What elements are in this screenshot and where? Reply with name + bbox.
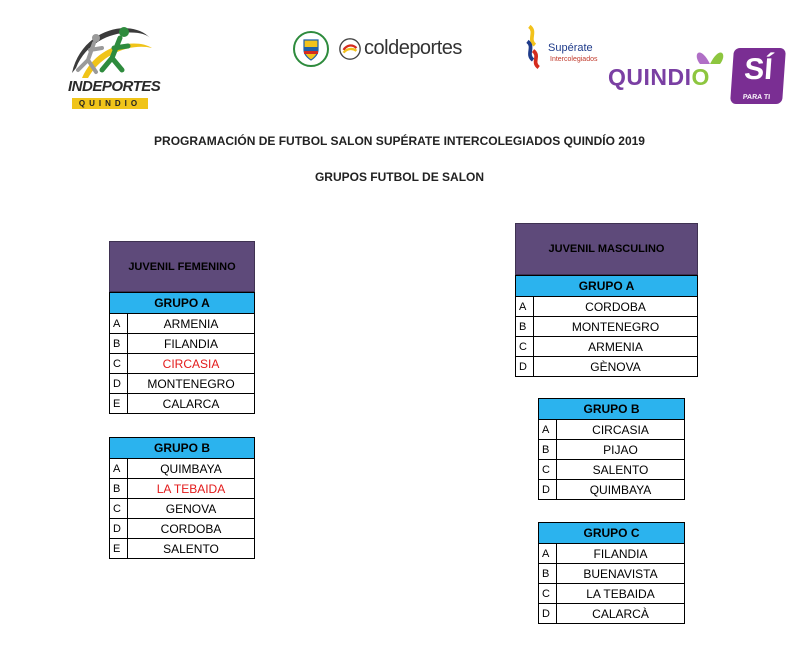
row-letter: C [110,499,128,519]
table-row [539,584,685,604]
group-title: GRUPO A [110,293,255,314]
team-name: MONTENEGRO [128,374,255,394]
row-letter: D [539,604,557,624]
indeportes-logo [58,18,161,110]
group-title: GRUPO B [539,399,685,420]
quindio-wordmark: QUINDIO [608,64,710,90]
si-badge [730,48,786,104]
row-letter: C [110,354,128,374]
table-row [539,440,685,460]
row-letter: A [539,544,557,564]
row-letter: E [110,394,128,414]
superate-subtitle: Intercolegiados [550,56,598,63]
indeportes-wordmark: INDEPORTES [68,78,161,95]
table-row [516,297,698,317]
team-name: CALARCA [128,394,255,414]
coldeportes-emblem-icon [338,37,362,61]
table-row [110,499,255,519]
table-row [110,374,255,394]
row-letter: C [539,584,557,604]
group-title: GRUPO C [539,523,685,544]
page-title: PROGRAMACIÓN DE FUTBOL SALON SUPÉRATE INTERCOLEGIADOS QUINDÍO 2019 [154,134,645,148]
group-title: GRUPO A [516,276,698,297]
table-row [110,354,255,374]
femenino-group-a-table [109,292,255,414]
category-juvenil-masculino: JUVENIL MASCULINO [515,223,698,275]
table-row [516,317,698,337]
row-letter: B [539,440,557,460]
row-letter: A [110,314,128,334]
team-name: CIRCASIA [557,420,685,440]
table-row [539,564,685,584]
table-row [539,480,685,500]
indeportes-subtitle: QUINDIO [72,98,148,109]
table-row [110,519,255,539]
table-row [516,357,698,377]
team-name: FILANDIA [128,334,255,354]
row-letter: A [110,459,128,479]
row-letter: A [516,297,534,317]
team-name: MONTENEGRO [534,317,698,337]
row-letter: B [110,334,128,354]
row-letter: D [110,519,128,539]
team-name: CORDOBA [128,519,255,539]
team-name: QUIMBAYA [128,459,255,479]
team-name: SALENTO [557,460,685,480]
team-name: FILANDIA [557,544,685,564]
table-row [110,314,255,334]
table-row [539,460,685,480]
team-name: CALARCÀ [557,604,685,624]
femenino-group-b-table [109,437,255,559]
table-row [110,539,255,559]
coldeportes-wordmark: coldeportes [364,37,462,59]
colombia-shield-logo [292,30,330,68]
row-letter: B [110,479,128,499]
si-badge-text: SÍ [743,53,774,86]
team-name: BUENAVISTA [557,564,685,584]
masculino-group-a-table [515,275,698,377]
superate-wordmark: Supérate [548,42,593,54]
row-letter: C [516,337,534,357]
team-name: ARMENIA [128,314,255,334]
quindio-si-logo [608,42,788,110]
team-name: GENOVA [128,499,255,519]
team-name: QUIMBAYA [557,480,685,500]
table-row [539,544,685,564]
row-letter: D [516,357,534,377]
table-row [539,420,685,440]
table-row [110,334,255,354]
row-letter: A [539,420,557,440]
table-row [110,479,255,499]
row-letter: D [539,480,557,500]
category-juvenil-femenino: JUVENIL FEMENINO [109,241,255,292]
superate-logo [520,22,610,72]
page-subtitle: GRUPOS FUTBOL DE SALON [314,170,485,184]
team-name-highlighted: CIRCASIA [128,354,255,374]
team-name: PIJAO [557,440,685,460]
row-letter: B [539,564,557,584]
row-letter: D [110,374,128,394]
masculino-group-b-table [538,398,685,500]
row-letter: C [539,460,557,480]
team-name-highlighted: LA TEBAIDA [128,479,255,499]
table-row [539,604,685,624]
table-row [110,459,255,479]
coldeportes-logo [336,28,466,70]
group-title: GRUPO B [110,438,255,459]
team-name: SALENTO [128,539,255,559]
superate-figure-icon [520,22,548,70]
row-letter: E [110,539,128,559]
shield-icon [292,30,330,68]
table-row [516,337,698,357]
team-name: LA TEBAIDA [557,584,685,604]
team-name: ARMENIA [534,337,698,357]
team-name: CORDOBA [534,297,698,317]
table-row [110,394,255,414]
masculino-group-c-table [538,522,685,624]
team-name: GÈNOVA [534,357,698,377]
row-letter: B [516,317,534,337]
si-badge-subtitle: PARA TI [742,94,771,101]
